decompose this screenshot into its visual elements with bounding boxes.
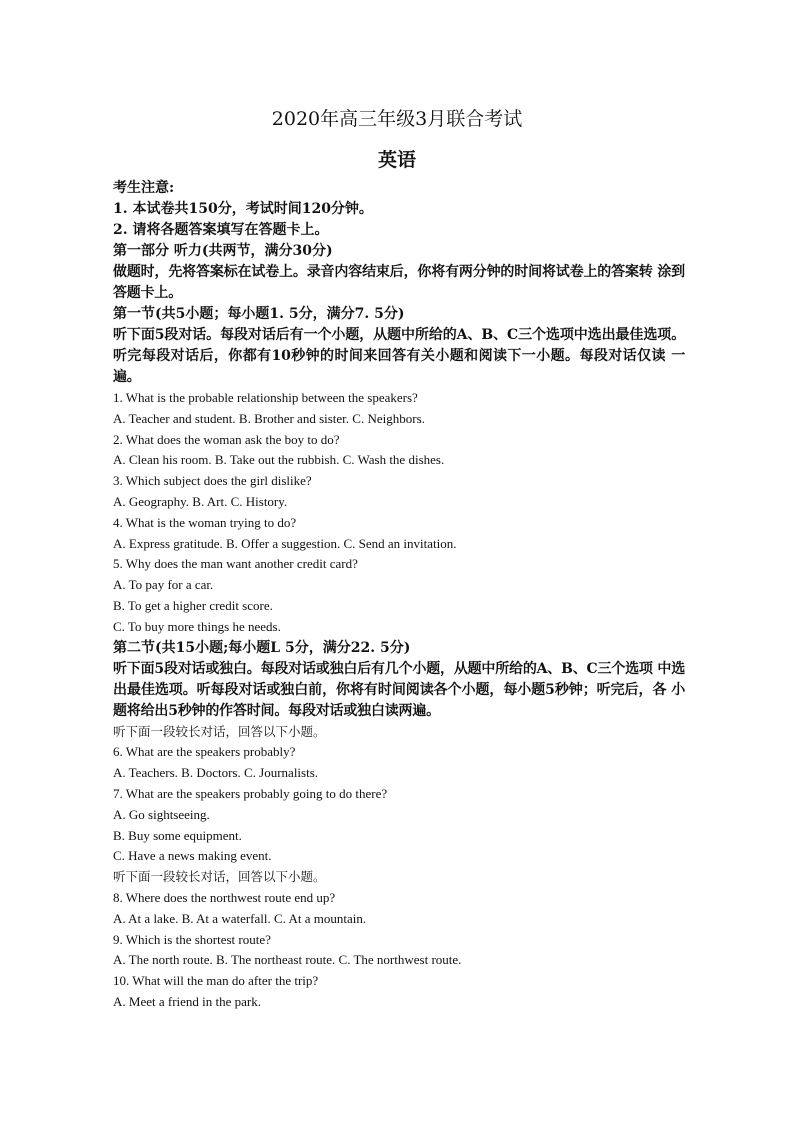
option-line: A. Express gratitude. B. Offer a suggestion. C. Send an invitation. [113,535,457,551]
question-line: 4. What is the woman trying to do? [113,514,297,530]
option-line: C. Have a news making event. [113,848,272,864]
question-line: 10. What will the man do after the trip? [113,973,319,989]
option-line: A. Clean his room. B. Take out the rubbish. C. Wash the dishes. [113,452,445,468]
notice-item: 1. 本试卷共150分，考试时间120分钟。 [113,201,373,217]
section2-questions [113,722,685,1013]
section2-instruction: 听下面5段对话或独白。每段对话或独白后有几个小题，从题中所给的A、B、C三个选项 中选出最佳选项。听每段对话或独白前，你将有时间阅读各个小题，每小题5秒钟；听完后，各 小题将给出5秒钟的作答时间。每段对话或独白读两遍。 [113,660,685,719]
section2-heading: 第二节(共15小题;每小题L 5分，满分22. 5分) [113,639,411,656]
section1-instruction: 听下面5段对话。每段对话后有一个小题，从题中所给的A、B、C三个选项中选出最佳选项。听完每段对话后，你都有10秒钟的时间来回答有关小题和阅读下一小题。每段对话仅读 一遍。 [113,327,685,385]
section1-heading: 第一节(共5小题；每小题1. 5分，满分7. 5分) [113,306,405,322]
option-line: C. To buy more things he needs. [113,618,281,634]
exam-content [113,178,685,1013]
option-line: A. Teachers. B. Doctors. C. Journalists. [113,765,319,781]
question-line: 3. Which subject does the girl dislike? [113,473,312,489]
option-line: B. To get a higher credit score. [113,597,273,613]
question-line: 1. What is the probable relationship between the speakers? [113,390,418,405]
option-line: A. Geography. B. Art. C. History. [113,493,288,509]
dialogue-intro: 听下面一段较长对话，回答以下小题。 [113,869,326,885]
option-line: A. To pay for a car. [113,577,214,593]
dialogue-intro: 听下面一段较长对话，回答以下小题。 [113,723,326,739]
option-line: A. Meet a friend in the park. [113,993,262,1009]
section1-questions [113,388,685,638]
part1-heading: 第一部分 听力(共两节，满分30分) [113,243,333,259]
exam-title: 2020年高三年级3月联合考试 [271,108,523,130]
question-line: 2. What does the woman ask the boy to do? [113,431,340,447]
exam-subject: 英语 [377,149,416,171]
option-line: A. Teacher and student. B. Brother and sister. C. Neighbors. [113,410,425,426]
option-line: B. Buy some equipment. [113,827,242,843]
option-line: A. The north route. B. The northeast route. C. The northwest route. [113,952,462,968]
notice-item: 2. 请将各题答案填写在答题卡上。 [113,222,329,238]
question-line: 9. Which is the shortest route? [113,931,271,947]
notice-heading: 考生注意: [113,180,175,196]
option-line: A. Go sightseeing. [113,806,210,822]
question-line: 8. Where does the northwest route end up? [113,889,336,905]
question-line: 6. What are the speakers probably? [113,744,296,760]
option-line: A. At a lake. B. At a waterfall. C. At a mountain. [113,910,367,926]
question-line: 7. What are the speakers probably going to do there? [113,785,388,801]
question-line: 5. Why does the man want another credit card? [113,556,358,572]
part1-instruction: 做题时，先将答案标在试卷上。录音内容结束后，你将有两分钟的时间将试卷上的答案转 涂到答题卡上。 [113,264,685,301]
